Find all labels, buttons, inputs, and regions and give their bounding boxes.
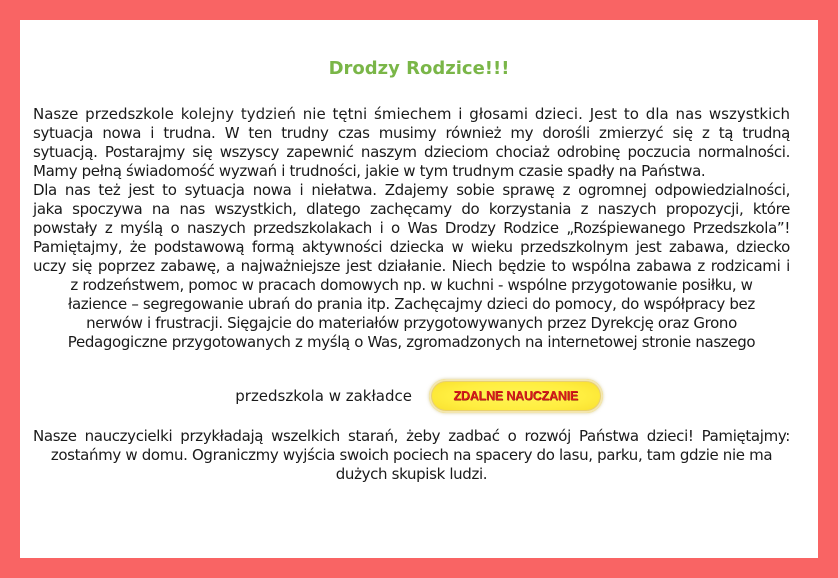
paragraph-line: nerwów i frustracji. Sięgajcie do materiałów przygotowywanych przez Dyrekcję oraz Grono: [86, 314, 737, 332]
page-title: Drodzy Rodzice!!!: [328, 58, 510, 79]
paragraph-line: łazience – segregowanie ubrań do prania itp. Zachęcajmy dzieci do pomocy, do współpracy bez: [68, 295, 755, 313]
paragraph-line: sytuacja nowa i trudna. W ten trudny czas musimy również my dorośli zmierzyć się z tą trudną: [33, 124, 790, 142]
paragraph-line: Pedagogiczne przygotowanych z myślą o Was, zgromadzonych na internetowej stronie naszego: [67, 333, 756, 351]
link-row: [20, 377, 818, 413]
remote-learning-button[interactable]: ZDALNE NAUCZANIE: [429, 379, 603, 413]
highlighted-text: kolejny tydzień: [180, 105, 296, 123]
paragraph-line: z rodzeństwem, pomoc w pracach domowych np. w kuchni - wspólne przygotowanie posiłku, w: [70, 276, 753, 294]
paragraph-line: Pamiętajmy, że podstawową formą aktywności dziecka w wieku przedszkolnym jest zabawa, dziecko: [33, 238, 790, 256]
paragraph-line: Nasze nauczycielki przykładają wszelkich starań, żeby zadbać o rozwój Państwa dzieci! Pamiętajmy:: [33, 427, 790, 445]
paragraph-line: Dla nas też jest to sytuacja nowa i niełatwa. Zdajemy sobie sprawę z ogromnej odpowiedzialności,: [33, 181, 790, 199]
paragraph-line: powstały z myślą o naszych przedszkolakach i o Was Drodzy Rodzice „Rozśpiewanego Przedszkola”!: [33, 219, 790, 237]
text-fragment: Nasze przedszkole: [33, 105, 181, 123]
paragraph-line: zostańmy w domu. Ograniczmy wyjścia swoich pociech na spacery do lasu, parku, tam gdzie nie ma: [50, 446, 773, 464]
paragraph-line: Mamy pełną świadomość wyzwań i trudności, jakie w tym trudnym czasie spadły na Państwa.: [33, 162, 706, 180]
message-card: [20, 20, 818, 558]
paragraph-line: uczy się poprzez zabawę, a najważniejsze jest działanie. Niech będzie to wspólna zabawa z rodzicami i: [33, 257, 790, 275]
closing-paragraph: [33, 427, 790, 484]
paragraph-line: [33, 105, 790, 124]
paragraph-line: sytuacją. Postarajmy się wszyscy zapewnić naszym dzieciom chociaż odrobinę poczucia normalności.: [33, 143, 790, 161]
paragraph-line: jaka spoczywa na nas wszystkich, dlatego zachęcamy do korzystania z naszych propozycji, które: [33, 200, 790, 218]
text-fragment: nie tętni śmiechem i głosami dzieci. Jest to dla nas wszystkich: [295, 105, 791, 123]
paragraph-line: dużych skupisk ludzi.: [335, 465, 488, 483]
intro-paragraph: [33, 105, 790, 352]
link-row-label: przedszkola w zakładce: [235, 386, 412, 405]
